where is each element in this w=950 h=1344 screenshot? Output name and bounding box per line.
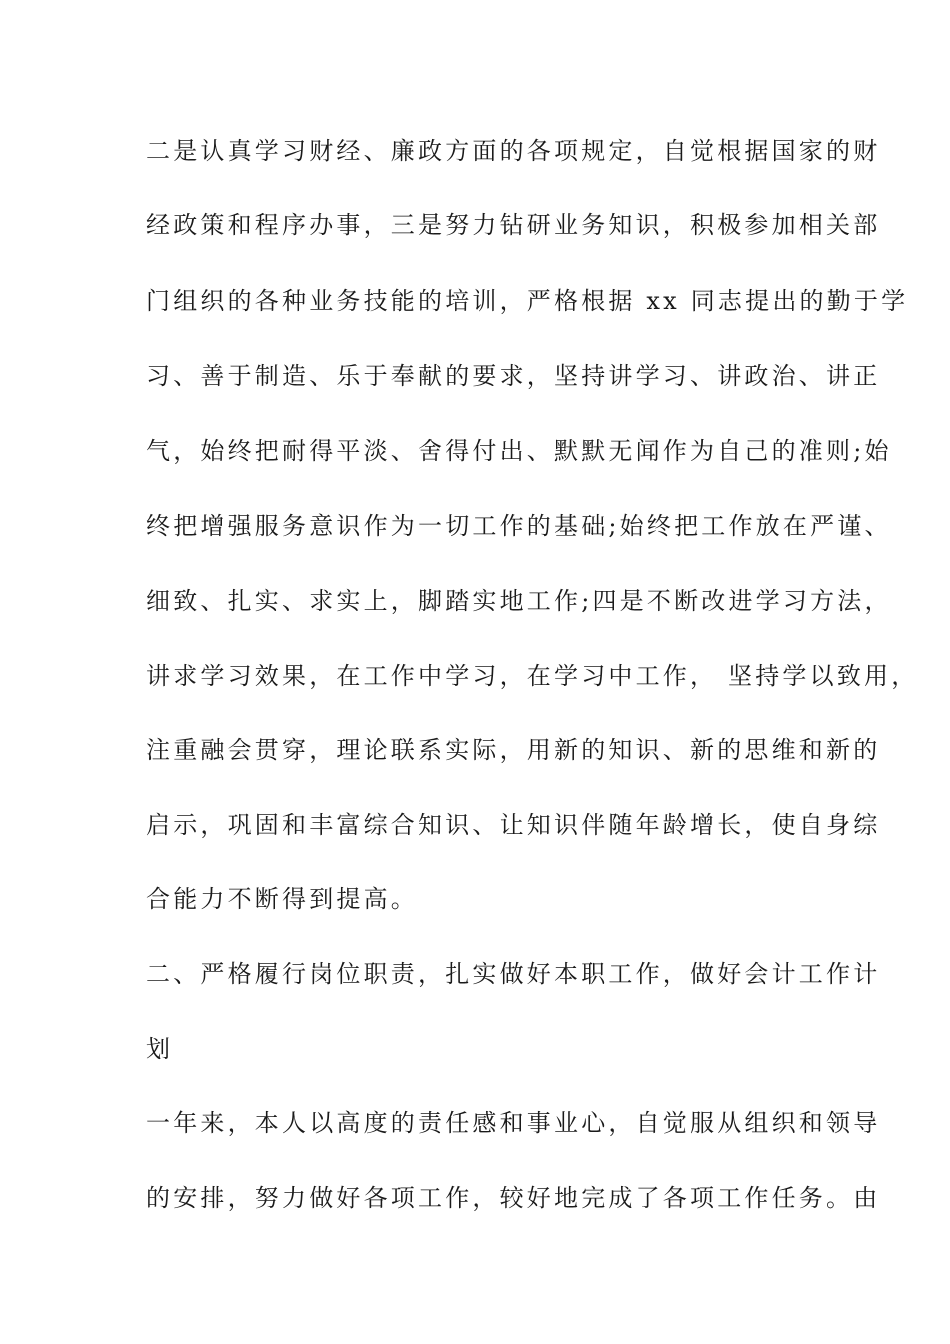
text-line: 启示，巩固和丰富综合知识、让知识伴随年龄增长，使自身综 — [146, 811, 881, 839]
text-line: 一年来，本人以高度的责任感和事业心，自觉服从组织和领导 — [146, 1109, 881, 1137]
section-heading: 二、严格履行岗位职责，扎实做好本职工作，做好会计工作计 — [146, 960, 881, 988]
text-line: 气，始终把耐得平淡、舍得付出、默默无闻作为自己的准则;始 — [146, 437, 892, 465]
text-line: 细致、扎实、求实上，脚踏实地工作;四是不断改进学习方法， — [146, 587, 892, 615]
text-line: 门组织的各种业务技能的培训，严格根据 xx 同志提出的勤于学 — [146, 287, 909, 315]
text-line: 经政策和程序办事，三是努力钻研业务知识，积极参加相关部 — [146, 211, 881, 239]
text-line: 讲求学习效果，在工作中学习，在学习中工作， 坚持学以致用， — [146, 662, 919, 690]
text-line: 的安排，努力做好各项工作，较好地完成了各项工作任务。由 — [146, 1184, 881, 1212]
text-line: 合能力不断得到提高。 — [146, 885, 418, 913]
section-heading-continuation: 划 — [146, 1035, 174, 1063]
text-line: 终把增强服务意识作为一切工作的基础;始终把工作放在严谨、 — [146, 512, 892, 540]
text-line: 习、善于制造、乐于奉献的要求，坚持讲学习、讲政治、讲正 — [146, 362, 881, 390]
text-line: 二是认真学习财经、廉政方面的各项规定，自觉根据国家的财 — [146, 137, 881, 165]
text-line: 注重融会贯穿，理论联系实际，用新的知识、新的思维和新的 — [146, 736, 881, 764]
